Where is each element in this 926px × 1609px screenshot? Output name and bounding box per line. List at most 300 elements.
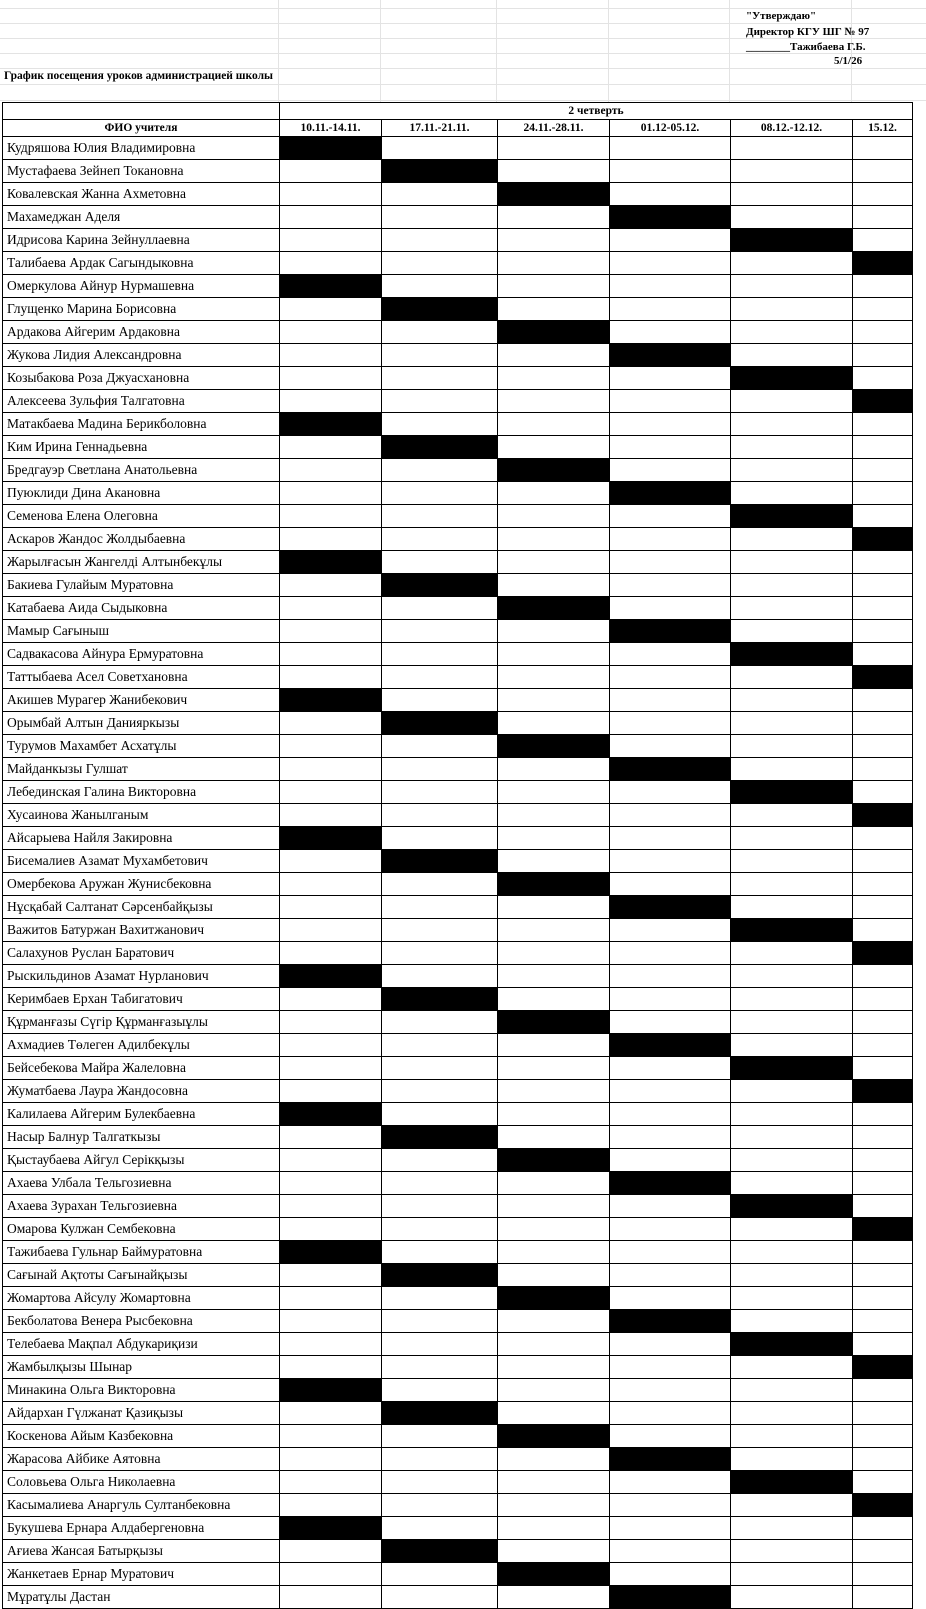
scheduled-visit-cell[interactable] <box>610 1310 731 1333</box>
scheduled-visit-cell[interactable] <box>853 1494 913 1517</box>
teacher-name[interactable]: Рыскильдинов Азамат Нурланович <box>3 965 280 988</box>
empty-cell[interactable] <box>731 1241 853 1264</box>
empty-cell[interactable] <box>280 804 382 827</box>
scheduled-visit-cell[interactable] <box>498 873 610 896</box>
empty-cell[interactable] <box>280 344 382 367</box>
scheduled-visit-cell[interactable] <box>610 620 731 643</box>
empty-cell[interactable] <box>498 827 610 850</box>
empty-cell[interactable] <box>280 1563 382 1586</box>
scheduled-visit-cell[interactable] <box>382 1264 498 1287</box>
teacher-name[interactable]: Жамбылқызы Шынар <box>3 1356 280 1379</box>
empty-cell[interactable] <box>610 160 731 183</box>
empty-cell[interactable] <box>382 1103 498 1126</box>
empty-cell[interactable] <box>382 1586 498 1609</box>
empty-cell[interactable] <box>382 1034 498 1057</box>
empty-cell[interactable] <box>610 827 731 850</box>
empty-cell[interactable] <box>280 620 382 643</box>
empty-cell[interactable] <box>610 1149 731 1172</box>
empty-cell[interactable] <box>280 1287 382 1310</box>
empty-cell[interactable] <box>280 1448 382 1471</box>
empty-cell[interactable] <box>498 1517 610 1540</box>
empty-cell[interactable] <box>382 1333 498 1356</box>
empty-cell[interactable] <box>280 1402 382 1425</box>
empty-cell[interactable] <box>280 873 382 896</box>
empty-cell[interactable] <box>731 896 853 919</box>
empty-cell[interactable] <box>731 1103 853 1126</box>
empty-cell[interactable] <box>382 1379 498 1402</box>
empty-cell[interactable] <box>853 1310 913 1333</box>
empty-cell[interactable] <box>853 735 913 758</box>
scheduled-visit-cell[interactable] <box>382 1540 498 1563</box>
empty-cell[interactable] <box>853 988 913 1011</box>
scheduled-visit-cell[interactable] <box>382 988 498 1011</box>
scheduled-visit-cell[interactable] <box>280 275 382 298</box>
empty-cell[interactable] <box>610 919 731 942</box>
empty-cell[interactable] <box>498 712 610 735</box>
teacher-name[interactable]: Касымалиева Анаргуль Султанбековна <box>3 1494 280 1517</box>
empty-cell[interactable] <box>280 1425 382 1448</box>
scheduled-visit-cell[interactable] <box>498 1149 610 1172</box>
teacher-name[interactable]: Ардакова Айгерим Ардаковна <box>3 321 280 344</box>
empty-cell[interactable] <box>610 1080 731 1103</box>
empty-cell[interactable] <box>853 712 913 735</box>
empty-cell[interactable] <box>731 436 853 459</box>
empty-cell[interactable] <box>382 758 498 781</box>
scheduled-visit-cell[interactable] <box>731 1195 853 1218</box>
empty-cell[interactable] <box>498 367 610 390</box>
teacher-name[interactable]: Козыбакова Роза Джуасхановна <box>3 367 280 390</box>
empty-cell[interactable] <box>853 758 913 781</box>
empty-cell[interactable] <box>498 1310 610 1333</box>
scheduled-visit-cell[interactable] <box>610 758 731 781</box>
empty-cell[interactable] <box>731 528 853 551</box>
empty-cell[interactable] <box>610 1517 731 1540</box>
scheduled-visit-cell[interactable] <box>731 229 853 252</box>
teacher-name[interactable]: Телебаева Мақпал Абдукариқизи <box>3 1333 280 1356</box>
teacher-name[interactable]: Керимбаев Ерхан Табигатович <box>3 988 280 1011</box>
empty-cell[interactable] <box>853 689 913 712</box>
empty-cell[interactable] <box>853 1586 913 1609</box>
teacher-name[interactable]: Алексеева Зульфия Талгатовна <box>3 390 280 413</box>
teacher-name[interactable]: Пуюклиди Дина Акановна <box>3 482 280 505</box>
empty-cell[interactable] <box>731 574 853 597</box>
teacher-name[interactable]: Матакбаева Мадина Берикболовна <box>3 413 280 436</box>
empty-cell[interactable] <box>382 1011 498 1034</box>
empty-cell[interactable] <box>853 482 913 505</box>
empty-cell[interactable] <box>853 1517 913 1540</box>
empty-cell[interactable] <box>610 1402 731 1425</box>
empty-cell[interactable] <box>610 712 731 735</box>
teacher-name[interactable]: Тажибаева Гульнар Баймуратовна <box>3 1241 280 1264</box>
empty-cell[interactable] <box>280 919 382 942</box>
empty-cell[interactable] <box>610 873 731 896</box>
empty-cell[interactable] <box>280 505 382 528</box>
teacher-name[interactable]: Аскаров Жандос Жолдыбаевна <box>3 528 280 551</box>
teacher-name[interactable]: Коскенова Айым Казбековна <box>3 1425 280 1448</box>
teacher-name[interactable]: Катабаева Аида Сыдыковна <box>3 597 280 620</box>
empty-cell[interactable] <box>498 1034 610 1057</box>
teacher-name[interactable]: Ахмадиев Төлеген Адилбекұлы <box>3 1034 280 1057</box>
empty-cell[interactable] <box>853 1241 913 1264</box>
empty-cell[interactable] <box>382 1172 498 1195</box>
empty-cell[interactable] <box>498 666 610 689</box>
scheduled-visit-cell[interactable] <box>280 1517 382 1540</box>
empty-cell[interactable] <box>610 689 731 712</box>
empty-cell[interactable] <box>280 459 382 482</box>
empty-cell[interactable] <box>382 1517 498 1540</box>
empty-cell[interactable] <box>382 735 498 758</box>
empty-cell[interactable] <box>610 597 731 620</box>
empty-cell[interactable] <box>382 965 498 988</box>
empty-cell[interactable] <box>498 413 610 436</box>
empty-cell[interactable] <box>382 1448 498 1471</box>
empty-cell[interactable] <box>382 942 498 965</box>
empty-cell[interactable] <box>498 551 610 574</box>
teacher-name[interactable]: Бредгауэр Светлана Анатольевна <box>3 459 280 482</box>
empty-cell[interactable] <box>731 252 853 275</box>
scheduled-visit-cell[interactable] <box>610 1172 731 1195</box>
teacher-name[interactable]: Сағынай Ақтоты Сағынайқызы <box>3 1264 280 1287</box>
empty-cell[interactable] <box>498 206 610 229</box>
empty-cell[interactable] <box>853 1103 913 1126</box>
scheduled-visit-cell[interactable] <box>382 1402 498 1425</box>
scheduled-visit-cell[interactable] <box>731 367 853 390</box>
scheduled-visit-cell[interactable] <box>498 321 610 344</box>
empty-cell[interactable] <box>610 965 731 988</box>
scheduled-visit-cell[interactable] <box>853 252 913 275</box>
scheduled-visit-cell[interactable] <box>731 781 853 804</box>
empty-cell[interactable] <box>280 597 382 620</box>
scheduled-visit-cell[interactable] <box>731 1057 853 1080</box>
empty-cell[interactable] <box>498 482 610 505</box>
empty-cell[interactable] <box>731 1425 853 1448</box>
empty-cell[interactable] <box>731 666 853 689</box>
empty-cell[interactable] <box>853 1563 913 1586</box>
empty-cell[interactable] <box>498 1264 610 1287</box>
empty-cell[interactable] <box>610 1425 731 1448</box>
teacher-name[interactable]: Салахунов Руслан Баратович <box>3 942 280 965</box>
empty-cell[interactable] <box>853 1379 913 1402</box>
empty-cell[interactable] <box>280 1057 382 1080</box>
empty-cell[interactable] <box>280 850 382 873</box>
teacher-name[interactable]: Ковалевская Жанна Ахметовна <box>3 183 280 206</box>
teacher-name[interactable]: Жукова Лидия Александровна <box>3 344 280 367</box>
empty-cell[interactable] <box>382 367 498 390</box>
empty-cell[interactable] <box>610 1333 731 1356</box>
empty-cell[interactable] <box>853 160 913 183</box>
empty-cell[interactable] <box>610 183 731 206</box>
empty-cell[interactable] <box>498 1241 610 1264</box>
empty-cell[interactable] <box>853 827 913 850</box>
empty-cell[interactable] <box>731 321 853 344</box>
empty-cell[interactable] <box>610 413 731 436</box>
empty-cell[interactable] <box>280 781 382 804</box>
empty-cell[interactable] <box>610 390 731 413</box>
empty-cell[interactable] <box>853 436 913 459</box>
teacher-name[interactable]: Омербекова Аружан Жунисбековна <box>3 873 280 896</box>
empty-cell[interactable] <box>382 1425 498 1448</box>
teacher-name[interactable]: Ағиева Жансая Батырқызы <box>3 1540 280 1563</box>
scheduled-visit-cell[interactable] <box>853 1356 913 1379</box>
empty-cell[interactable] <box>731 160 853 183</box>
empty-cell[interactable] <box>731 988 853 1011</box>
scheduled-visit-cell[interactable] <box>610 896 731 919</box>
empty-cell[interactable] <box>280 252 382 275</box>
scheduled-visit-cell[interactable] <box>382 574 498 597</box>
teacher-name[interactable]: Садвакасова Айнура Ермуратовна <box>3 643 280 666</box>
empty-cell[interactable] <box>853 574 913 597</box>
empty-cell[interactable] <box>853 1034 913 1057</box>
empty-cell[interactable] <box>382 482 498 505</box>
empty-cell[interactable] <box>280 528 382 551</box>
empty-cell[interactable] <box>382 183 498 206</box>
empty-cell[interactable] <box>610 1241 731 1264</box>
scheduled-visit-cell[interactable] <box>731 505 853 528</box>
empty-cell[interactable] <box>610 1011 731 1034</box>
empty-cell[interactable] <box>382 1563 498 1586</box>
empty-cell[interactable] <box>610 528 731 551</box>
empty-cell[interactable] <box>731 206 853 229</box>
empty-cell[interactable] <box>498 781 610 804</box>
empty-cell[interactable] <box>731 1264 853 1287</box>
empty-cell[interactable] <box>853 229 913 252</box>
empty-cell[interactable] <box>731 390 853 413</box>
empty-cell[interactable] <box>731 1540 853 1563</box>
empty-cell[interactable] <box>280 1540 382 1563</box>
empty-cell[interactable] <box>382 551 498 574</box>
empty-cell[interactable] <box>498 689 610 712</box>
empty-cell[interactable] <box>853 643 913 666</box>
empty-cell[interactable] <box>731 137 853 160</box>
empty-cell[interactable] <box>498 1080 610 1103</box>
empty-cell[interactable] <box>731 735 853 758</box>
empty-cell[interactable] <box>382 597 498 620</box>
empty-cell[interactable] <box>610 942 731 965</box>
empty-cell[interactable] <box>731 1287 853 1310</box>
empty-cell[interactable] <box>853 620 913 643</box>
empty-cell[interactable] <box>731 1080 853 1103</box>
empty-cell[interactable] <box>498 1126 610 1149</box>
teacher-name[interactable]: Акишев Мурагер Жанибекович <box>3 689 280 712</box>
empty-cell[interactable] <box>853 344 913 367</box>
teacher-name[interactable]: Қыстаубаева Айгул Серікқызы <box>3 1149 280 1172</box>
scheduled-visit-cell[interactable] <box>382 712 498 735</box>
teacher-name[interactable]: Бейсебекова Майра Жалеловна <box>3 1057 280 1080</box>
teacher-name[interactable]: Бисемалиев Азамат Мухамбетович <box>3 850 280 873</box>
empty-cell[interactable] <box>382 344 498 367</box>
empty-cell[interactable] <box>731 1494 853 1517</box>
empty-cell[interactable] <box>498 160 610 183</box>
empty-cell[interactable] <box>731 344 853 367</box>
empty-cell[interactable] <box>498 1379 610 1402</box>
empty-cell[interactable] <box>382 1310 498 1333</box>
empty-cell[interactable] <box>853 137 913 160</box>
empty-cell[interactable] <box>498 643 610 666</box>
empty-cell[interactable] <box>731 965 853 988</box>
empty-cell[interactable] <box>853 1540 913 1563</box>
empty-cell[interactable] <box>610 1195 731 1218</box>
empty-cell[interactable] <box>610 275 731 298</box>
empty-cell[interactable] <box>731 1356 853 1379</box>
scheduled-visit-cell[interactable] <box>610 206 731 229</box>
empty-cell[interactable] <box>731 1172 853 1195</box>
scheduled-visit-cell[interactable] <box>853 942 913 965</box>
empty-cell[interactable] <box>382 919 498 942</box>
empty-cell[interactable] <box>498 298 610 321</box>
empty-cell[interactable] <box>498 1402 610 1425</box>
empty-cell[interactable] <box>280 735 382 758</box>
empty-cell[interactable] <box>498 1218 610 1241</box>
empty-cell[interactable] <box>610 367 731 390</box>
empty-cell[interactable] <box>382 390 498 413</box>
scheduled-visit-cell[interactable] <box>280 1379 382 1402</box>
empty-cell[interactable] <box>382 1057 498 1080</box>
empty-cell[interactable] <box>853 1425 913 1448</box>
empty-cell[interactable] <box>731 1126 853 1149</box>
scheduled-visit-cell[interactable] <box>382 436 498 459</box>
empty-cell[interactable] <box>382 321 498 344</box>
teacher-name[interactable]: Нұсқабай Салтанат Сәрсенбайқызы <box>3 896 280 919</box>
empty-cell[interactable] <box>280 298 382 321</box>
teacher-name[interactable]: Важитов Батуржан Вахитжанович <box>3 919 280 942</box>
empty-cell[interactable] <box>382 137 498 160</box>
empty-cell[interactable] <box>498 574 610 597</box>
empty-cell[interactable] <box>853 1126 913 1149</box>
empty-cell[interactable] <box>731 459 853 482</box>
teacher-name[interactable]: Ахаева Зурахан Тельгозиевна <box>3 1195 280 1218</box>
empty-cell[interactable] <box>853 919 913 942</box>
teacher-name[interactable]: Семенова Елена Олеговна <box>3 505 280 528</box>
empty-cell[interactable] <box>498 1471 610 1494</box>
empty-cell[interactable] <box>498 390 610 413</box>
empty-cell[interactable] <box>382 1356 498 1379</box>
teacher-name[interactable]: Омеркулова Айнур Нурмашевна <box>3 275 280 298</box>
empty-cell[interactable] <box>280 1034 382 1057</box>
empty-cell[interactable] <box>280 1126 382 1149</box>
empty-cell[interactable] <box>498 1540 610 1563</box>
empty-cell[interactable] <box>382 252 498 275</box>
empty-cell[interactable] <box>610 1563 731 1586</box>
empty-cell[interactable] <box>280 666 382 689</box>
empty-cell[interactable] <box>853 1448 913 1471</box>
empty-cell[interactable] <box>853 1333 913 1356</box>
teacher-name[interactable]: Мұратұлы Дастан <box>3 1586 280 1609</box>
empty-cell[interactable] <box>382 1494 498 1517</box>
empty-cell[interactable] <box>498 942 610 965</box>
scheduled-visit-cell[interactable] <box>280 965 382 988</box>
empty-cell[interactable] <box>498 229 610 252</box>
teacher-name[interactable]: Жанкетаев Ернар Муратович <box>3 1563 280 1586</box>
empty-cell[interactable] <box>853 413 913 436</box>
teacher-name[interactable]: Калилаева Айгерим Булекбаевна <box>3 1103 280 1126</box>
empty-cell[interactable] <box>280 988 382 1011</box>
empty-cell[interactable] <box>498 1195 610 1218</box>
empty-cell[interactable] <box>731 1034 853 1057</box>
empty-cell[interactable] <box>853 505 913 528</box>
empty-cell[interactable] <box>731 1586 853 1609</box>
empty-cell[interactable] <box>382 1471 498 1494</box>
scheduled-visit-cell[interactable] <box>853 390 913 413</box>
empty-cell[interactable] <box>498 919 610 942</box>
empty-cell[interactable] <box>853 850 913 873</box>
empty-cell[interactable] <box>382 689 498 712</box>
teacher-name[interactable]: Идрисова Карина Зейнуллаевна <box>3 229 280 252</box>
teacher-name[interactable]: Соловьева Ольга Николаевна <box>3 1471 280 1494</box>
scheduled-visit-cell[interactable] <box>610 344 731 367</box>
teacher-name[interactable]: Таттыбаева Асел Советхановна <box>3 666 280 689</box>
teacher-name[interactable]: Жарасова Айбике Аятовна <box>3 1448 280 1471</box>
empty-cell[interactable] <box>280 574 382 597</box>
teacher-name[interactable]: Орымбай Алтын Данияркызы <box>3 712 280 735</box>
empty-cell[interactable] <box>280 758 382 781</box>
empty-cell[interactable] <box>853 965 913 988</box>
empty-cell[interactable] <box>280 1310 382 1333</box>
empty-cell[interactable] <box>280 1356 382 1379</box>
empty-cell[interactable] <box>382 505 498 528</box>
empty-cell[interactable] <box>498 1494 610 1517</box>
teacher-name[interactable]: Майданкызы Гулшат <box>3 758 280 781</box>
scheduled-visit-cell[interactable] <box>498 597 610 620</box>
empty-cell[interactable] <box>610 1494 731 1517</box>
empty-cell[interactable] <box>731 1517 853 1540</box>
scheduled-visit-cell[interactable] <box>731 919 853 942</box>
empty-cell[interactable] <box>382 666 498 689</box>
empty-cell[interactable] <box>382 1149 498 1172</box>
empty-cell[interactable] <box>280 1586 382 1609</box>
scheduled-visit-cell[interactable] <box>610 482 731 505</box>
empty-cell[interactable] <box>853 1264 913 1287</box>
empty-cell[interactable] <box>853 781 913 804</box>
empty-cell[interactable] <box>382 620 498 643</box>
empty-cell[interactable] <box>382 1241 498 1264</box>
empty-cell[interactable] <box>853 597 913 620</box>
empty-cell[interactable] <box>280 643 382 666</box>
empty-cell[interactable] <box>731 620 853 643</box>
empty-cell[interactable] <box>498 896 610 919</box>
empty-cell[interactable] <box>382 1287 498 1310</box>
empty-cell[interactable] <box>382 528 498 551</box>
empty-cell[interactable] <box>610 666 731 689</box>
empty-cell[interactable] <box>731 275 853 298</box>
empty-cell[interactable] <box>382 1195 498 1218</box>
empty-cell[interactable] <box>853 1195 913 1218</box>
teacher-name[interactable]: Бакиева Гулайым Муратовна <box>3 574 280 597</box>
empty-cell[interactable] <box>382 873 498 896</box>
empty-cell[interactable] <box>382 1080 498 1103</box>
empty-cell[interactable] <box>610 1287 731 1310</box>
empty-cell[interactable] <box>498 988 610 1011</box>
empty-cell[interactable] <box>382 413 498 436</box>
teacher-name[interactable]: Глущенко Марина Борисовна <box>3 298 280 321</box>
empty-cell[interactable] <box>382 459 498 482</box>
scheduled-visit-cell[interactable] <box>280 413 382 436</box>
scheduled-visit-cell[interactable] <box>280 1103 382 1126</box>
empty-cell[interactable] <box>610 643 731 666</box>
empty-cell[interactable] <box>280 1080 382 1103</box>
empty-cell[interactable] <box>498 137 610 160</box>
empty-cell[interactable] <box>610 1264 731 1287</box>
empty-cell[interactable] <box>853 1172 913 1195</box>
empty-cell[interactable] <box>280 1333 382 1356</box>
scheduled-visit-cell[interactable] <box>853 1080 913 1103</box>
empty-cell[interactable] <box>731 1218 853 1241</box>
scheduled-visit-cell[interactable] <box>280 689 382 712</box>
empty-cell[interactable] <box>280 942 382 965</box>
empty-cell[interactable] <box>498 850 610 873</box>
empty-cell[interactable] <box>280 1149 382 1172</box>
scheduled-visit-cell[interactable] <box>498 183 610 206</box>
scheduled-visit-cell[interactable] <box>498 459 610 482</box>
